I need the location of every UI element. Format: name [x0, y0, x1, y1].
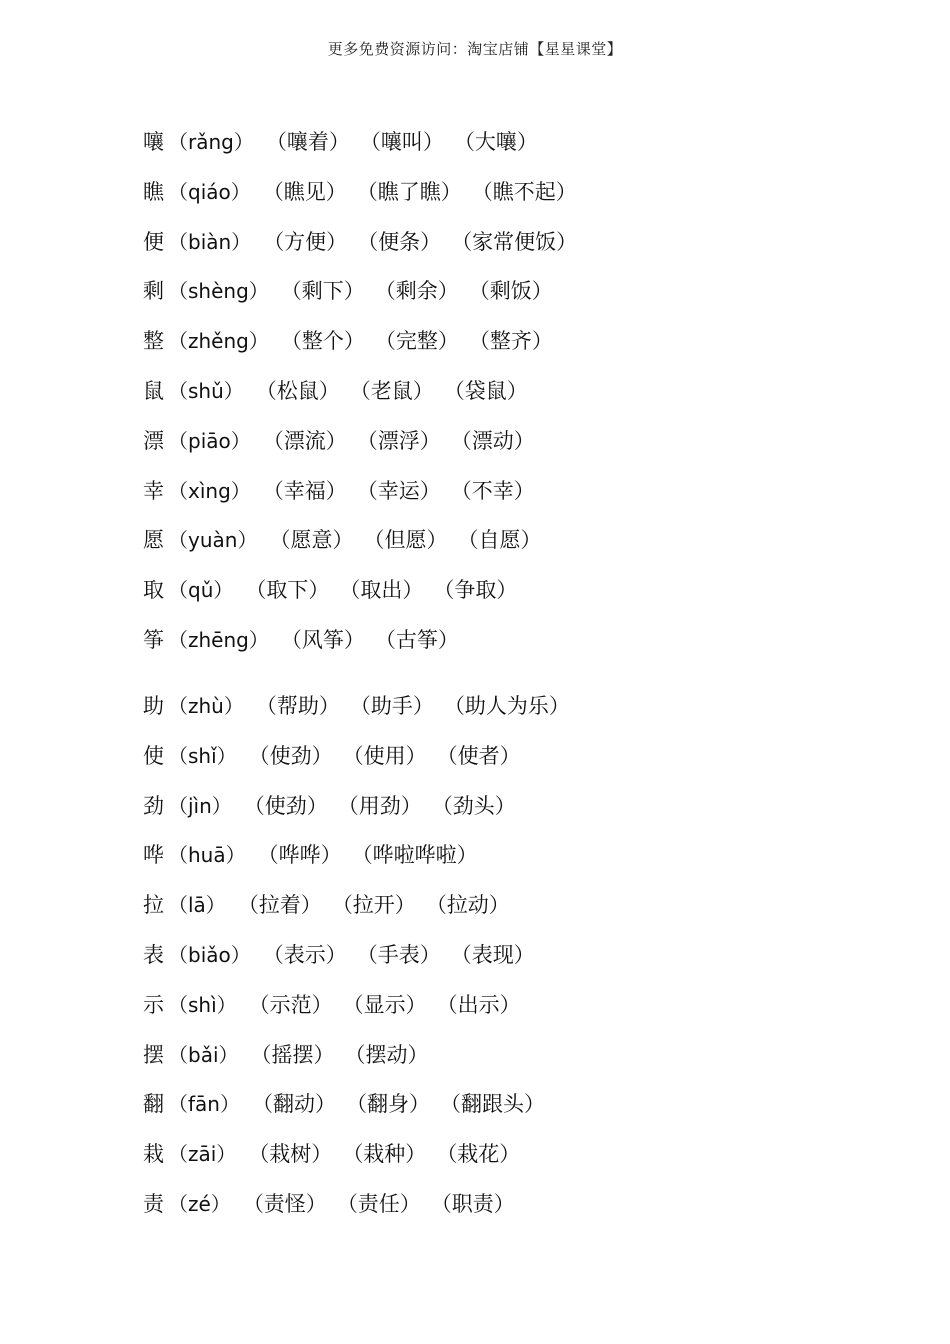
entry-word: （栽花）: [436, 1142, 521, 1167]
entry-word: （漂浮）: [356, 428, 441, 453]
entry-word: （风筝）: [280, 627, 365, 652]
entry-word: （袋鼠）: [443, 378, 528, 403]
entry-word: （不幸）: [450, 478, 535, 503]
entry-word: （栽树）: [248, 1142, 333, 1167]
vocab-entry: [143, 172, 587, 222]
entry-word: （使劲）: [248, 743, 333, 768]
entry-word: （整齐）: [468, 329, 553, 354]
entry-word: （职责）: [430, 1191, 515, 1216]
entry-word: （古筝）: [374, 627, 459, 652]
vocab-entry: [143, 786, 580, 836]
entry-word: （取出）: [339, 578, 424, 603]
entry-word: （使劲）: [243, 793, 328, 818]
entry-word: （幸运）: [356, 478, 441, 503]
entry-word: （用劲）: [337, 793, 422, 818]
entry-pinyin: （shǔ）: [168, 378, 244, 403]
entry-pinyin: （biàn）: [168, 229, 252, 254]
entry-word: （摇摆）: [250, 1042, 335, 1067]
entry-character: 助: [143, 694, 164, 718]
entry-word: （幸福）: [262, 478, 347, 503]
word-list-group-2: [143, 686, 580, 1234]
entry-word: （摆动）: [344, 1042, 429, 1067]
entry-character: 使: [143, 743, 164, 768]
vocab-entry: [143, 122, 587, 172]
entry-word: （完整）: [374, 329, 459, 354]
vocab-entry: [143, 1184, 580, 1234]
entry-word: （助手）: [349, 694, 434, 718]
entry-word: （翻身）: [345, 1092, 430, 1117]
vocab-entry: [143, 985, 580, 1035]
entry-character: 瞧: [143, 179, 164, 204]
entry-pinyin: （rǎng）: [168, 130, 254, 154]
vocab-entry: [143, 620, 587, 670]
entry-word: （拉开）: [331, 893, 416, 918]
entry-character: 鼠: [143, 378, 164, 403]
entry-pinyin: （zhēng）: [168, 627, 269, 652]
entry-word: （取下）: [245, 578, 330, 603]
entry-pinyin: （zāi）: [168, 1142, 237, 1167]
entry-character: 幸: [143, 478, 164, 503]
entry-pinyin: （huā）: [168, 843, 246, 868]
vocab-entry: [143, 1134, 580, 1184]
entry-word: （劲头）: [431, 793, 516, 818]
entry-word: （使用）: [342, 743, 427, 768]
vocab-entry: [143, 520, 587, 570]
entry-pinyin: （jìn）: [168, 793, 232, 818]
entry-pinyin: （piāo）: [168, 428, 251, 453]
vocab-entry: [143, 885, 580, 935]
vocab-entry: [143, 1035, 580, 1085]
entry-pinyin: （fān）: [168, 1092, 240, 1117]
entry-character: 示: [143, 992, 164, 1017]
entry-character: 栽: [143, 1142, 164, 1167]
entry-character: 拉: [143, 893, 164, 918]
entry-pinyin: （biǎo）: [168, 942, 251, 967]
entry-word: （瞧了瞧）: [356, 179, 462, 204]
entry-word: （表示）: [262, 942, 347, 967]
entry-word: （剩下）: [280, 279, 365, 304]
vocab-entry: [143, 421, 587, 471]
entry-word: （哗啦哗啦）: [351, 843, 478, 868]
entry-character: 筝: [143, 627, 164, 652]
entry-word: （哗哗）: [257, 843, 342, 868]
vocab-entry: [143, 1084, 580, 1134]
entry-pinyin: （zé）: [168, 1191, 231, 1216]
vocab-entry: [143, 371, 587, 421]
entry-word: （家常便饭）: [451, 229, 578, 254]
entry-character: 责: [143, 1191, 164, 1216]
entry-word: （争取）: [433, 578, 518, 603]
entry-word: （助人为乐）: [443, 694, 570, 718]
entry-pinyin: （yuàn）: [168, 528, 258, 553]
entry-word: （嚷着）: [265, 130, 350, 154]
entry-word: （手表）: [356, 942, 441, 967]
entry-pinyin: （bǎi）: [168, 1042, 239, 1067]
entry-pinyin: （qǔ）: [168, 578, 234, 603]
entry-pinyin: （zhěng）: [168, 329, 269, 354]
entry-word: （便条）: [357, 229, 442, 254]
entry-word: （大嚷）: [453, 130, 538, 154]
entry-word: （整个）: [280, 329, 365, 354]
entry-character: 剩: [143, 279, 164, 304]
entry-character: 整: [143, 329, 164, 354]
entry-word: （老鼠）: [349, 378, 434, 403]
entry-character: 表: [143, 942, 164, 967]
vocab-entry: [143, 271, 587, 321]
vocab-entry: [143, 736, 580, 786]
entry-pinyin: （shǐ）: [168, 743, 237, 768]
entry-character: 摆: [143, 1042, 164, 1067]
entry-word: （瞧不起）: [471, 179, 577, 204]
entry-pinyin: （zhù）: [168, 694, 244, 718]
entry-word: （瞧见）: [262, 179, 347, 204]
entry-character: 便: [143, 229, 164, 254]
entry-word: （拉动）: [425, 893, 510, 918]
vocab-entry: [143, 935, 580, 985]
vocab-entry: [143, 222, 587, 272]
entry-pinyin: （xìng）: [168, 478, 251, 503]
entry-word: （嚷叫）: [359, 130, 444, 154]
vocab-entry: [143, 686, 580, 736]
entry-character: 翻: [143, 1092, 164, 1117]
entry-word: （示范）: [248, 992, 333, 1017]
entry-word: （翻动）: [251, 1092, 336, 1117]
word-list-group-1: [143, 122, 587, 670]
entry-word: （愿意）: [269, 528, 354, 553]
entry-word: （方便）: [263, 229, 348, 254]
entry-word: （使者）: [436, 743, 521, 768]
entry-pinyin: （qiáo）: [168, 179, 251, 204]
vocab-entry: [143, 835, 580, 885]
entry-word: （松鼠）: [255, 378, 340, 403]
entry-character: 哗: [143, 843, 164, 868]
entry-word: （漂流）: [262, 428, 347, 453]
entry-word: （漂动）: [450, 428, 535, 453]
entry-word: （剩饭）: [468, 279, 553, 304]
entry-word: （拉着）: [237, 893, 322, 918]
entry-character: 取: [143, 578, 164, 603]
entry-pinyin: （shèng）: [168, 279, 269, 304]
entry-word: （出示）: [436, 992, 521, 1017]
entry-word: （翻跟头）: [439, 1092, 545, 1117]
entry-word: （剩余）: [374, 279, 459, 304]
entry-character: 愿: [143, 528, 164, 553]
entry-word: （表现）: [450, 942, 535, 967]
entry-pinyin: （lā）: [168, 893, 226, 918]
entry-word: （帮助）: [255, 694, 340, 718]
entry-word: （责怪）: [242, 1191, 327, 1216]
entry-character: 嚷: [143, 130, 164, 154]
entry-word: （但愿）: [363, 528, 448, 553]
entry-character: 漂: [143, 428, 164, 453]
entry-word: （自愿）: [457, 528, 542, 553]
vocab-entry: [143, 471, 587, 521]
vocab-entry: [143, 570, 587, 620]
entry-word: （栽种）: [342, 1142, 427, 1167]
page-header: 更多免费资源访问：淘宝店铺【星星课堂】: [327, 40, 623, 58]
vocab-entry: [143, 321, 587, 371]
entry-word: （责任）: [336, 1191, 421, 1216]
entry-word: （显示）: [342, 992, 427, 1017]
entry-character: 劲: [143, 793, 164, 818]
entry-pinyin: （shì）: [168, 992, 237, 1017]
